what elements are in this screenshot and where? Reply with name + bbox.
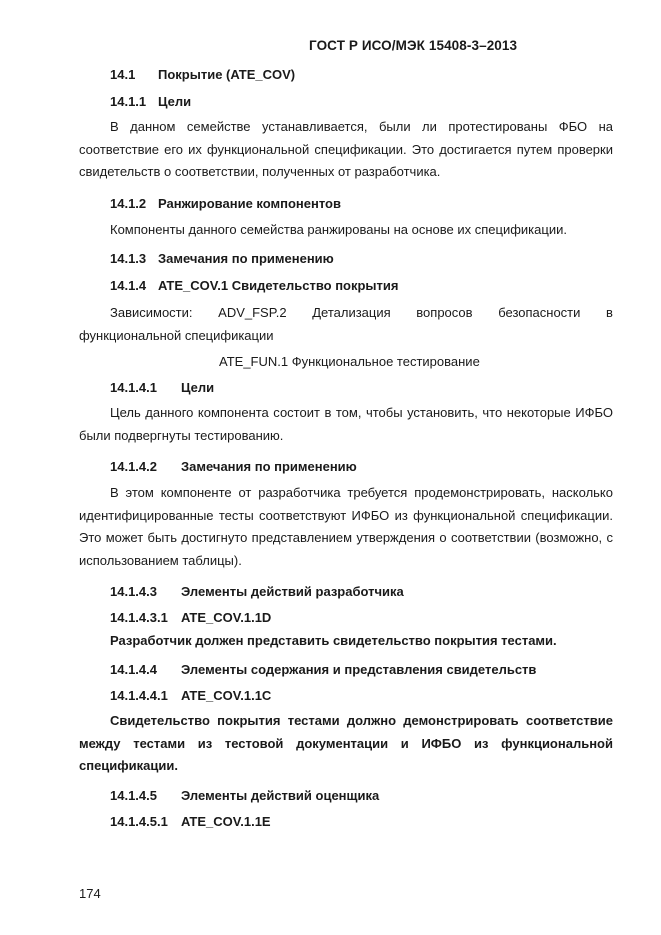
section-title: Элементы действий разработчика bbox=[181, 584, 404, 599]
section-heading-14-1-4-4 bbox=[110, 662, 537, 677]
section-heading-14-1-1 bbox=[110, 94, 192, 109]
paragraph-developer-element: Разработчик должен представить свидетельство покрытия тестами. bbox=[110, 633, 557, 648]
section-title: ATE_COV.1.1E bbox=[181, 814, 271, 829]
section-number: 14.1.4.2 bbox=[110, 459, 157, 474]
section-heading-14-1-4-4-1 bbox=[110, 688, 272, 703]
dependencies-label: Зависимости: bbox=[110, 305, 193, 320]
section-heading-14-1 bbox=[110, 67, 296, 82]
document-header: ГОСТ Р ИСО/МЭК 15408-3–2013 bbox=[309, 38, 518, 53]
section-title: Цели bbox=[158, 94, 192, 109]
section-title: ATE_COV.1.1D bbox=[181, 610, 272, 625]
section-number: 14.1.4.5 bbox=[110, 788, 157, 803]
dependency-word: вопросов bbox=[416, 305, 473, 320]
section-heading-14-1-4 bbox=[110, 278, 399, 293]
section-title: Элементы действий оценщика bbox=[181, 788, 380, 803]
dependency-second: ATE_FUN.1 Функциональное тестирование bbox=[219, 354, 480, 369]
section-number: 14.1.4 bbox=[110, 278, 147, 293]
dependencies-continuation: функциональной спецификации bbox=[79, 328, 274, 343]
section-heading-14-1-4-5-1 bbox=[110, 814, 271, 829]
section-title: Цели bbox=[181, 380, 215, 395]
paragraph-component-goals: Цель данного компонента состоит в том, чтобы установить, что некоторые ИФБО были подвергнуты тестированию. bbox=[79, 405, 613, 443]
paragraph-application-notes: В этом компоненте от разработчика требуется продемонстрировать, насколько идентифицированные тесты соответствуют ИФБО из функциональной спецификации. Это может быть достигнуто представлением утверждения о соответствии (возможно, с использованием таблицы). bbox=[79, 485, 613, 568]
section-number: 14.1.1 bbox=[110, 94, 147, 109]
section-number: 14.1.4.3 bbox=[110, 584, 157, 599]
section-title: Элементы содержания и представления свидетельств bbox=[181, 662, 537, 677]
section-number: 14.1.3 bbox=[110, 251, 147, 266]
section-title: ATE_COV.1 Свидетельство покрытия bbox=[158, 278, 399, 293]
dependency-word: в bbox=[606, 305, 613, 320]
page-number: 174 bbox=[79, 886, 101, 901]
section-heading-14-1-4-3 bbox=[110, 584, 404, 599]
section-title: Покрытие (ATE_COV) bbox=[158, 67, 296, 82]
dependency-word: Детализация bbox=[312, 305, 391, 320]
dependencies-line bbox=[110, 305, 613, 320]
section-number: 14.1.4.3.1 bbox=[110, 610, 168, 625]
paragraph-ranking: Компоненты данного семейства ранжированы на основе их спецификации. bbox=[110, 222, 567, 237]
dependency-word: безопасности bbox=[498, 305, 581, 320]
section-number: 14.1.4.1 bbox=[110, 380, 157, 395]
section-number: 14.1.4.5.1 bbox=[110, 814, 168, 829]
section-heading-14-1-4-5 bbox=[110, 788, 380, 803]
section-number: 14.1.2 bbox=[110, 196, 147, 211]
section-heading-14-1-2 bbox=[110, 196, 341, 211]
section-number: 14.1.4.4 bbox=[110, 662, 157, 677]
section-heading-14-1-4-3-1 bbox=[110, 610, 272, 625]
section-title: Замечания по применению bbox=[158, 251, 334, 266]
paragraph-goals: В данном семействе устанавливается, были ли протестированы ФБО на соответствие его их функциональной спецификации. Это достигается путем проверки свидетельств о соответствии, полученных от разработчика. bbox=[79, 119, 613, 179]
section-number: 14.1 bbox=[110, 67, 136, 82]
dependency-word: ADV_FSP.2 bbox=[218, 305, 287, 320]
section-title: Замечания по применению bbox=[181, 459, 357, 474]
section-title: Ранжирование компонентов bbox=[158, 196, 341, 211]
section-title: ATE_COV.1.1C bbox=[181, 688, 272, 703]
section-heading-14-1-4-2 bbox=[110, 459, 357, 474]
section-heading-14-1-4-1 bbox=[110, 380, 215, 395]
paragraph-content-element: Свидетельство покрытия тестами должно демонстрировать соответствие между тестами из тестовой документации и ИФБО из функциональной спецификации. bbox=[79, 713, 613, 773]
section-number: 14.1.4.4.1 bbox=[110, 688, 168, 703]
section-heading-14-1-3 bbox=[110, 251, 334, 266]
